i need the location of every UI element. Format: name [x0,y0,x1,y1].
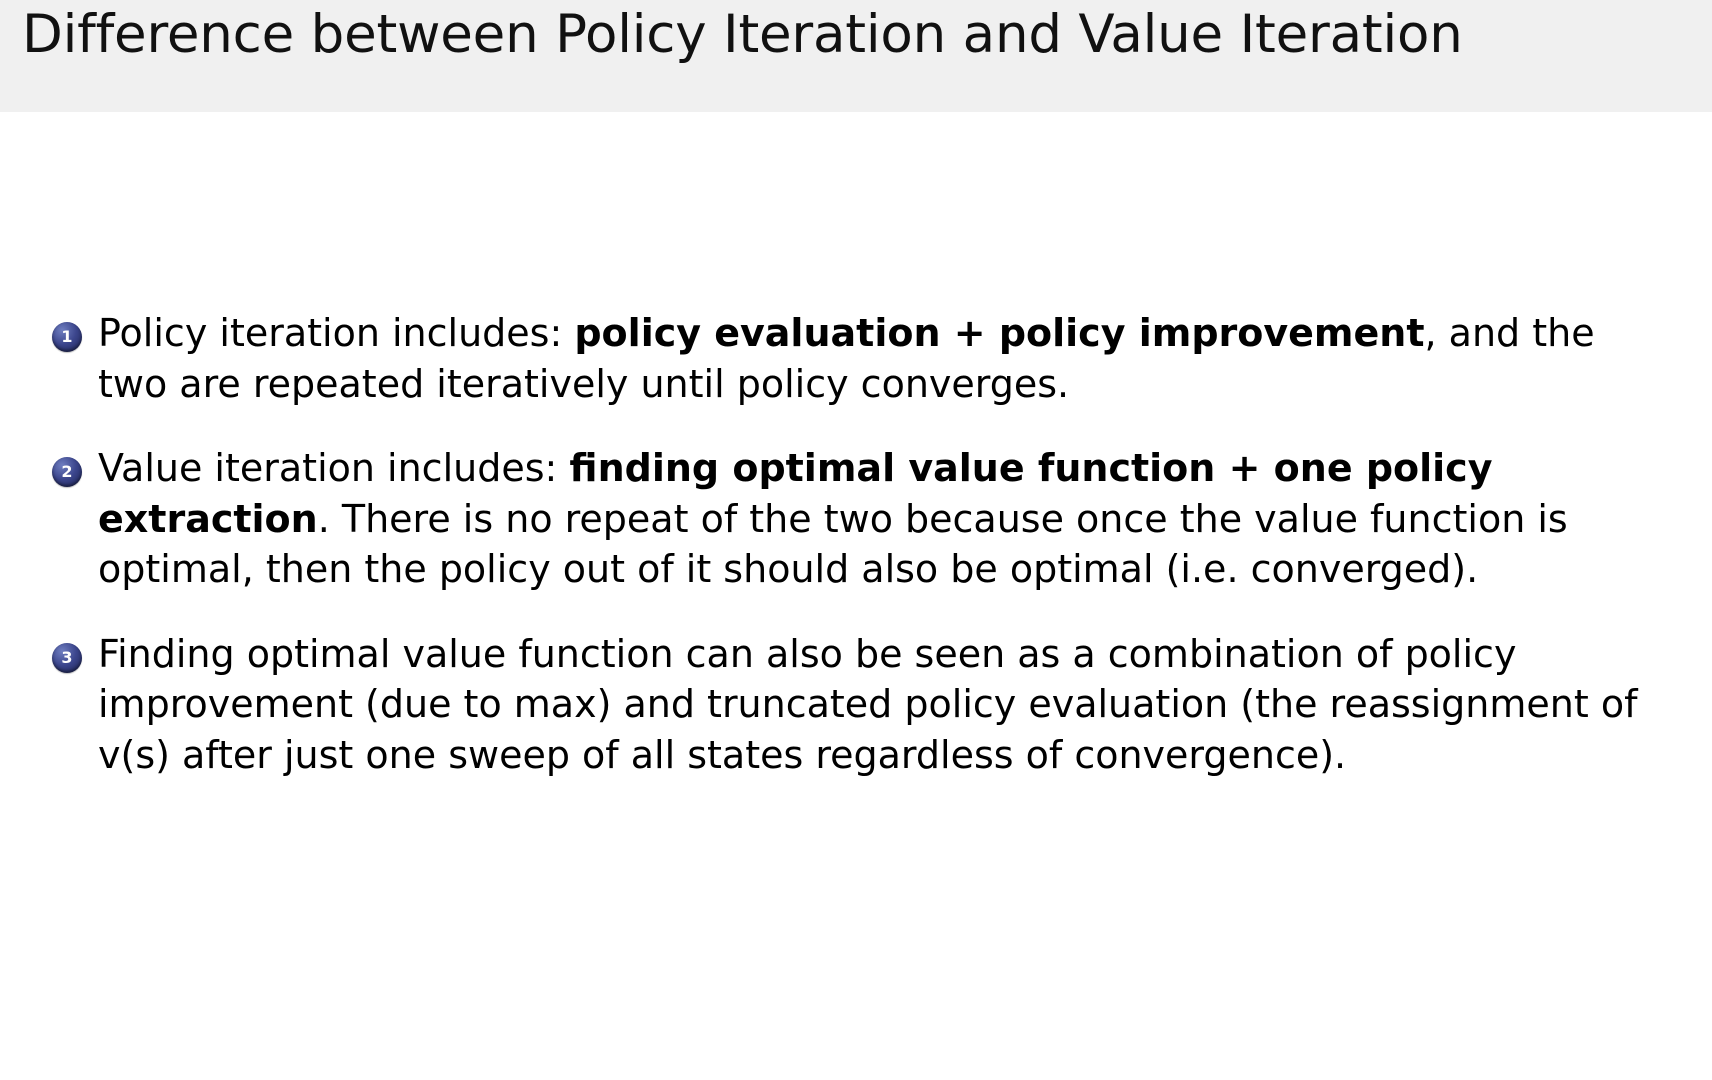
list-item [0,308,1712,409]
list-item-text [98,443,1638,595]
list-number-badge: 2 [52,457,82,487]
emphasis-text: policy improvement [998,311,1425,355]
list-item-text [98,629,1638,781]
slide-title-bar [0,0,1712,112]
list-item [0,443,1712,595]
plain-text: Finding optimal value function can also be seen as a combination of policy improvement (due to max) and truncated policy evaluation (the reassignment of v(s) after just one sweep of all states regardless of convergence). [98,631,1638,777]
slide-body [0,308,1712,780]
list-item [0,629,1712,781]
list-number-badge: 3 [52,643,82,673]
emphasis-text: policy evaluation [574,311,941,355]
emphasis-text: finding optimal value function [569,446,1216,491]
emphasis-text: + [1215,446,1274,491]
emphasis-text: one policy extraction [98,446,1493,541]
plain-text: . There is no repeat of the two because once the value function is optimal, then the policy out of it should also be optimal (i.e. converged). [98,496,1568,592]
list-item-text [98,308,1638,409]
plain-text: , and the two are repeated iteratively until policy converges. [98,311,1595,406]
page-title: Difference between Policy Iteration and Value Iteration [22,4,1463,65]
list-number-badge: 1 [52,322,82,352]
plain-text: Policy iteration includes: [98,311,575,355]
emphasis-text: + [940,311,999,355]
plain-text: Value iteration includes: [98,446,570,491]
enumerated-list [0,308,1712,780]
